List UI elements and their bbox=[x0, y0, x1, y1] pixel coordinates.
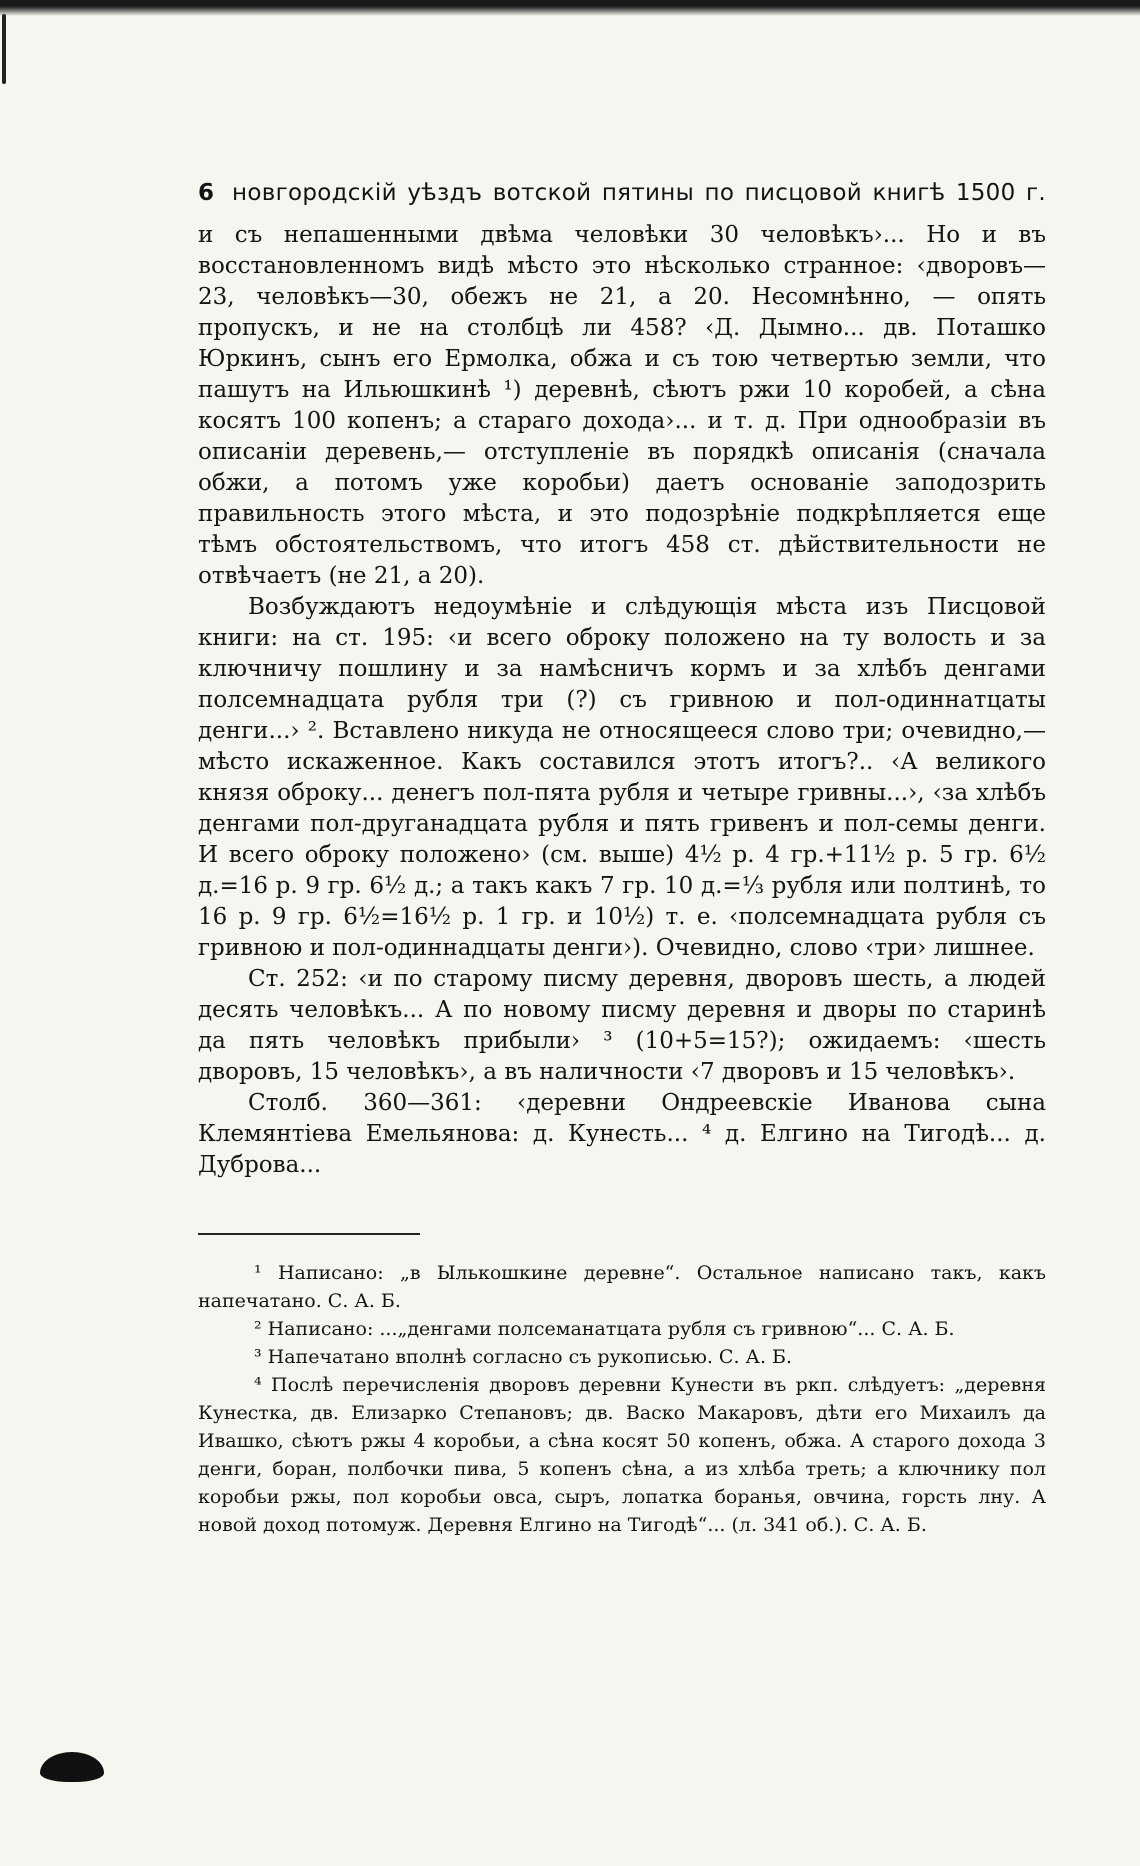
paragraph: Возбуждаютъ недоумѣніе и слѣдующія мѣста изъ Писцовой книги: на ст. 195: ‹и всего оброку положено на ту волость и за ключничу пошлину и за намѣсничъ кормъ и за хлѣбъ денгами полсемнадцата рубля три (?) съ гривною и пол-одиннатцаты денги...› ². Вставлено никуда не относящееся слово три; очевидно,—мѣсто искаженное. Какъ составился этотъ итогъ?.. ‹А великого князя оброку... денегъ пол-пята рубля и четыре гривны...›, ‹за хлѣбъ денгами пол-друганадцата рубля и пять гривенъ и пол-семы денги. И всего оброку положено› (см. выше) 4½ р. 4 гр.+11½ р. 5 гр. 6½ д.=16 р. 9 гр. 6½ д.; а такъ какъ 7 гр. 10 д.=⅓ рубля или полтинѣ, то 16 р. 9 гр. 6½=16½ р. 1 гр. и 10½) т. е. ‹полсемнадцата рубля съ гривною и пол-одиннадцаты денги›). Очевидно, слово ‹три› лишнее. bbox=[198, 594, 1046, 961]
paragraph: Ст. 252: ‹и по старому писму деревня, дворовъ шесть, а людей десять человѣкъ... А по новому писму деревня и дворы по старинѣ да пять человѣкъ прибыли› ³ (10+5=15?); ожидаемъ: ‹шесть дворовъ, 15 человѣкъ›, а въ наличности ‹7 дворовъ и 15 человѣкъ›. bbox=[198, 966, 1046, 1085]
page-number: 6 bbox=[198, 180, 215, 206]
footnotes bbox=[198, 1259, 1046, 1539]
footnote: ³ Напечатано вполнѣ согласно съ рукописью. С. А. Б. bbox=[254, 1346, 793, 1368]
footnote: ¹ Написано: „в Ылькошкине деревне“. Остальное написано такъ, какъ напечатано. С. А. Б. bbox=[198, 1262, 1046, 1312]
body-text bbox=[198, 220, 1046, 1181]
paragraph: Столб. 360—361: ‹деревни Ондреевскіе Иванова сына Клемянтіева Емельянова: д. Кунесть... ⁴ д. Елгино на Тигодѣ... д. Дуброва... bbox=[198, 1090, 1046, 1178]
scan-left-mark bbox=[2, 14, 6, 84]
ink-blot bbox=[40, 1752, 104, 1782]
running-head bbox=[198, 180, 1046, 206]
paragraph: и съ непашенными двѣма человѣки 30 человѣкъ›... Но и въ восстановленномъ видѣ мѣсто это нѣсколько странное: ‹дворовъ—23, человѣкъ—30, обежъ не 21, а 20. Несомнѣнно, — опять пропускъ, и не на столбцѣ ли 458? ‹Д. Дымно... дв. Поташко Юркинъ, сынъ его Ермолка, обжа и съ тою четвертью земли, что пашутъ на Ильюшкинѣ ¹) деревнѣ, сѣютъ ржи 10 коробей, а сѣна косятъ 100 копенъ; а стараго дохода›... и т. д. При однообразіи въ описаніи деревень,— отступленіе въ порядкѣ описанія (сначала обжи, а потомъ уже коробьи) даетъ основаніе заподозрить правильность этого мѣста, и это подозрѣніе подкрѣпляется еще тѣмъ обстоятельствомъ, что итогъ 458 ст. дѣйствительности не отвѣчаетъ (не 21, а 20). bbox=[198, 222, 1046, 589]
page-content bbox=[198, 180, 1046, 1539]
footnote: ⁴ Послѣ перечисленія дворовъ деревни Кунести въ ркп. слѣдуетъ: „деревня Кунестка, дв. Елизарко Степановъ; дв. Васко Макаровъ, дѣти его Михаилъ да Ивашко, сѣютъ ржы 4 коробьи, а сѣна косят 50 копенъ, обжа. А старого дохода 3 денги, боран, полбочки пива, 5 копенъ сѣна, а из хлѣба треть; а ключнику пол коробьи ржы, пол коробьи овса, сыръ, лопатка боранья, овчина, горсть лну. А новой доход потомуж. Деревня Елгино на Тигодѣ“... (л. 341 об.). С. А. Б. bbox=[198, 1374, 1046, 1536]
footnote-rule bbox=[198, 1233, 420, 1235]
footnote: ² Написано: ...„денгами полсеманатцата рубля съ гривною“... С. А. Б. bbox=[254, 1318, 955, 1340]
scan-top-edge bbox=[0, 0, 1140, 18]
running-title: новгородскій уѣздъ вотской пятины по писцовой книгѣ 1500 г. bbox=[232, 180, 1046, 206]
